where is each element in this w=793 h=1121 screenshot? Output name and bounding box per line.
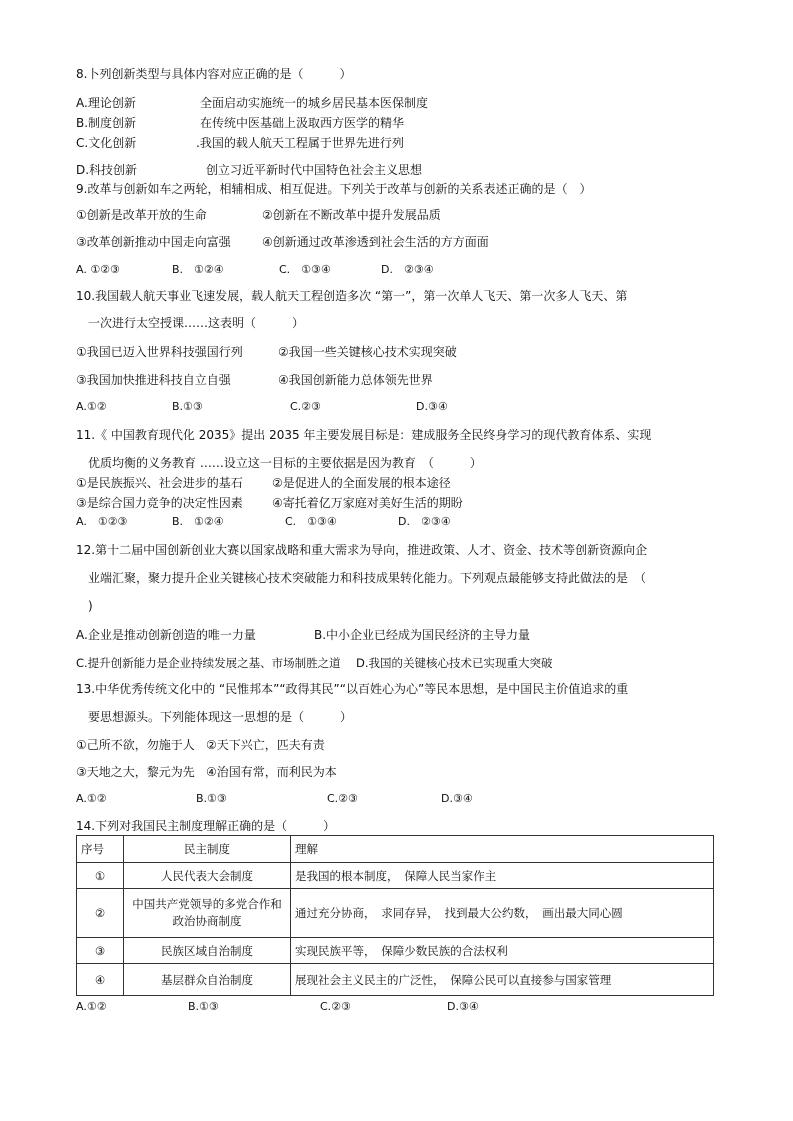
q12-stem-line3: ) (88, 599, 93, 613)
q10-stem-line1: 10.我国载人航天事业飞速发展，载人航天工程创造多次 “第一”，第一次单人飞天、第一次多人飞天、第 (76, 289, 628, 303)
header-understanding: 理解 (291, 836, 714, 863)
q13-items-row1 (76, 737, 325, 753)
q8-option-b (76, 115, 405, 131)
q9-choice-d: D. ②③④ (381, 263, 434, 276)
q13-item-3: ③天地之大，黎元为先 (76, 765, 195, 779)
q10-choice-b: B.①③ (172, 400, 203, 413)
row-understanding: 是我国的根本制度， 保障人民当家作主 (291, 863, 714, 889)
q10-item-2: ②我国一些关键核心技术实现突破 (278, 345, 457, 359)
q8-option-b-label: B.制度创新 (76, 116, 137, 130)
table-row (77, 964, 714, 996)
q10-choice-a: A.①② (76, 400, 107, 413)
q10-stem-line2: 一次进行太空授课……这表明（ ） (88, 316, 305, 330)
table-row (77, 889, 714, 938)
q11-choice-c: C. ①③④ (285, 515, 337, 528)
row-no: ④ (77, 964, 124, 996)
q14-choice-b: B.①③ (188, 1000, 219, 1013)
q10-choice-c: C.②③ (290, 400, 321, 413)
q11-items-row2 (76, 495, 463, 511)
row-understanding: 通过充分协商， 求同存异， 找到最大公约数， 画出最大同心圆 (291, 889, 714, 938)
q12-option-d: D.我国的关键核心技术已实现重大突破 (356, 656, 553, 670)
row-understanding: 展现社会主义民主的广泛性， 保障公民可以直接参与国家管理 (291, 964, 714, 996)
democracy-table (76, 835, 714, 996)
q10-item-3: ③我国加快推进科技自立自强 (76, 373, 231, 387)
q13-choice-c: C.②③ (327, 792, 358, 805)
q13-choice-d: D.③④ (441, 792, 473, 805)
q11-stem-line1: 11.《 中国教育现代化 2035》提出 2035 年主要发展目标是：建成服务全民终身学习的现代教育体系、实现 (76, 428, 652, 442)
q11-choice-b: B. ①②④ (172, 515, 224, 528)
q12-options-row1 (76, 627, 531, 643)
row-no: ③ (77, 938, 124, 964)
q13-choice-b: B.①③ (196, 792, 227, 805)
row-no: ② (77, 889, 124, 938)
q9-item-4: ④创新通过改革渗透到社会生活的方方面面 (262, 235, 489, 249)
q11-choice-d: D. ②③④ (398, 515, 451, 528)
table-header-row (77, 836, 714, 863)
header-system: 民主制度 (124, 836, 291, 863)
q8-option-c-content: .我国的载人航天工程属于世界先进行列 (196, 136, 404, 150)
q8-option-c (76, 135, 404, 151)
q11-item-4: ④寄托着亿万家庭对美好生活的期盼 (272, 496, 463, 510)
row-no: ① (77, 863, 124, 889)
q9-choice-c: C. ①③④ (279, 263, 331, 276)
q12-option-a: A.企业是推动创新创造的唯一力量 (76, 628, 256, 642)
header-no: 序号 (77, 836, 124, 863)
q14-choice-d: D.③④ (447, 1000, 479, 1013)
q10-items-row1 (76, 344, 457, 360)
q12-option-c: C.提升创新能力是企业持续发展之基、市场制胜之道 (76, 656, 341, 670)
q8-option-d-content: 创立习近平新时代中国特色社会主义思想 (206, 163, 423, 177)
q14-stem: 14.下列对我国民主制度理解正确的是（ ） (76, 819, 336, 833)
q10-item-1: ①我国已迈入世界科技强国行列 (76, 345, 243, 359)
q13-stem-line1: 13.中华优秀传统文化中的 “民惟邦本”“政得其民”“以百姓心为心”等民本思想，是中国民主价值追求的重 (76, 682, 629, 696)
q8-option-d (76, 162, 423, 178)
q11-item-1: ①是民族振兴、社会进步的基石 (76, 476, 243, 490)
q9-item-2: ②创新在不断改革中提升发展品质 (262, 208, 441, 222)
q11-item-3: ③是综合国力竞争的决定性因素 (76, 496, 243, 510)
q11-choice-a: A. ①②③ (76, 515, 128, 528)
q12-options-row2 (76, 655, 553, 671)
q11-stem-line2: 优质均衡的义务教育 ……设立这一目标的主要依据是因为教育 （ ） (88, 456, 482, 470)
q14-choice-a: A.①② (76, 1000, 107, 1013)
q9-choice-a: A. ①②③ (76, 263, 120, 276)
q12-stem-line2: 业端汇聚，聚力提升企业关键核心技术突破能力和科技成果转化能力。下列观点最能够支持此做法的是 （ (88, 571, 647, 585)
q13-items-row2 (76, 764, 337, 780)
q9-items-row2 (76, 234, 489, 250)
q8-option-c-label: C.文化创新 (76, 136, 137, 150)
q9-items-row1 (76, 207, 441, 223)
row-system: 民族区域自治制度 (124, 938, 291, 964)
q13-item-2: ②天下兴亡，匹夫有责 (206, 738, 325, 752)
row-system: 人民代表大会制度 (124, 863, 291, 889)
q9-item-1: ①创新是改革开放的生命 (76, 208, 207, 222)
table-row (77, 938, 714, 964)
q8-option-a-label: A.理论创新 (76, 96, 136, 110)
q8-option-d-label: D.科技创新 (76, 163, 138, 177)
q11-items-row1 (76, 475, 451, 491)
q14-choice-c: C.②③ (320, 1000, 351, 1013)
q12-option-b: B.中小企业已经成为国民经济的主导力量 (314, 628, 531, 642)
row-understanding: 实现民族平等， 保障少数民族的合法权利 (291, 938, 714, 964)
q9-stem: 9.改革与创新如车之两轮，相辅相成、相互促进。下列关于改革与创新的关系表述正确的是（ ） (76, 182, 592, 196)
row-system: 中国共产党领导的多党合作和政治协商制度 (124, 889, 291, 938)
q9-item-3: ③改革创新推动中国走向富强 (76, 235, 231, 249)
q8-option-a-content: 全面启动实施统一的城乡居民基本医保制度 (200, 96, 429, 110)
q13-choice-a: A.①② (76, 792, 107, 805)
table-row (77, 863, 714, 889)
row-system: 基层群众自治制度 (124, 964, 291, 996)
q13-item-4: ④治国有常，而利民为本 (206, 765, 337, 779)
q13-stem-line2: 要思想源头。下列能体现这一思想的是（ ） (88, 710, 353, 724)
q10-items-row2 (76, 372, 433, 388)
q9-choice-b: B. ①②④ (172, 263, 224, 276)
q8-option-a (76, 95, 429, 111)
q10-item-4: ④我国创新能力总体领先世界 (278, 373, 433, 387)
q13-item-1: ①己所不欲，勿施于人 (76, 738, 195, 752)
q8-option-b-content: 在传统中医基础上汲取西方医学的精华 (200, 116, 405, 130)
q12-stem-line1: 12.第十二届中国创新创业大赛以国家战略和重大需求为导向，推进政策、人才、资金、技术等创新资源向企 (76, 543, 648, 557)
q8-stem: 8.卜列创新类型与具体内容对应正确的是（ ） (76, 67, 352, 81)
q11-item-2: ②是促进人的全面发展的根本途径 (272, 476, 451, 490)
q10-choice-d: D.③④ (416, 400, 448, 413)
